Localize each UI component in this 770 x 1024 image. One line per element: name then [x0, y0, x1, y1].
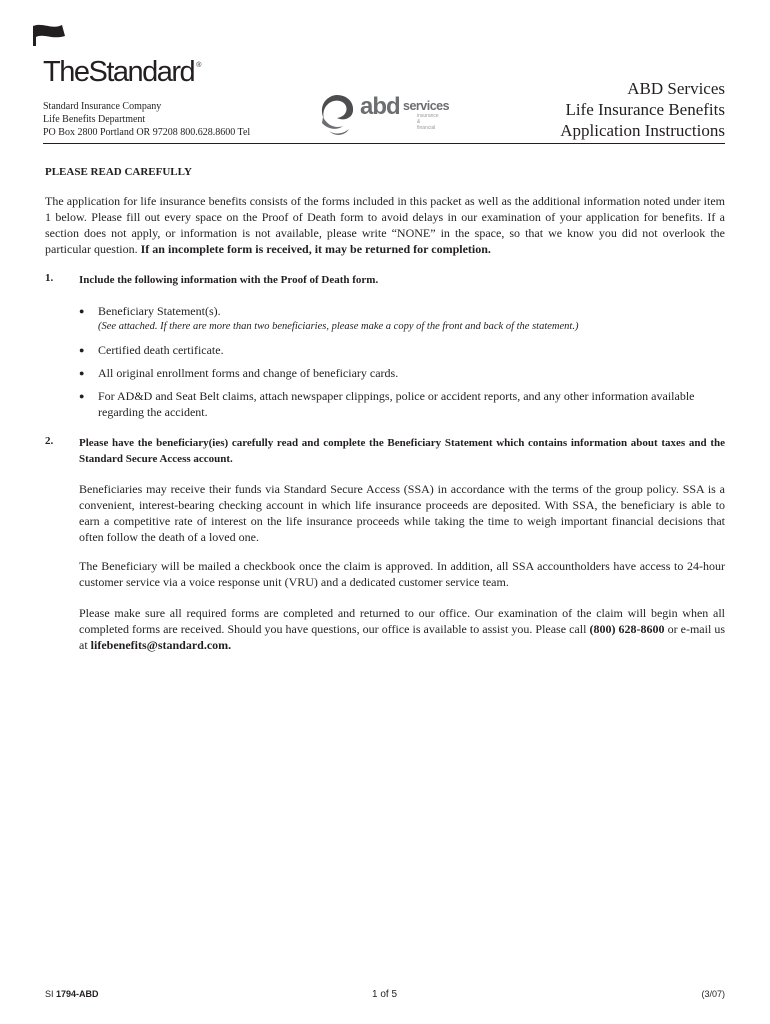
revision-date: (3/07)	[701, 989, 725, 999]
bullet-icon: ●	[79, 368, 85, 378]
flag-icon	[32, 22, 66, 48]
email-link[interactable]: lifebenefits@standard.com.	[90, 638, 232, 652]
the-standard-logo	[43, 56, 202, 88]
abd-swirl-icon	[317, 93, 355, 137]
document-title	[560, 78, 725, 141]
logo-standard: Standard	[88, 56, 195, 88]
checkbook-paragraph: The Beneficiary will be mailed a checkbook once the claim is approved. In addition, all SSA accountholders have access to 24-hour customer service via a voice response unit (VRU) and a dedicated customer service team.	[79, 559, 725, 589]
item-2-number: 2.	[45, 435, 54, 447]
list-item: Certified death certificate.	[98, 343, 224, 357]
bullet-icon: ●	[79, 391, 85, 401]
page-number: 1 of 5	[372, 989, 398, 1000]
abd-tagline: insurance & financial	[417, 113, 439, 131]
intro-paragraph	[45, 193, 725, 257]
bullet-note: (See attached. If there are more than two beneficiaries, please make a copy of the front and back of the statement.)	[98, 321, 579, 332]
title-line-1: ABD Services	[627, 79, 725, 98]
logo-the: The	[43, 56, 89, 88]
ssa-paragraph: Beneficiaries may receive their funds via Standard Secure Access (SSA) in accordance with the terms of the group policy. SSA is a convenient, interest-bearing checking account in which life insurance proceeds are deposited. With SSA, the beneficiary is able to earn a competitive rate of interest on the life insurance proceeds while taking the time to weigh important financial decisions that often follow the death of a loved one.	[79, 482, 725, 544]
bullet-text: Beneficiary Statement(s).	[98, 304, 221, 318]
item-1-number: 1.	[45, 272, 54, 284]
title-line-3: Application Instructions	[560, 121, 725, 140]
abd-services-wordmark: services	[403, 99, 450, 113]
list-item: For AD&D and Seat Belt claims, attach newspaper clippings, police or accident reports, and any other information available regarding the accident.	[98, 389, 695, 419]
list-item	[98, 303, 725, 335]
form-number	[45, 989, 99, 999]
title-line-2: Life Insurance Benefits	[565, 100, 725, 119]
registered-mark: ®	[196, 62, 202, 69]
bullet-icon: ●	[79, 306, 85, 316]
header-divider	[43, 143, 725, 144]
item-2-text: Please have the beneficiary(ies) carefully read and complete the Beneficiary Statement which contains information about taxes and the Standard Secure Access account.	[79, 437, 725, 465]
item-1-text: Include the following information with the Proof of Death form.	[79, 274, 379, 286]
contact-text: Please make sure all required forms are completed and returned to our office. Our examination of the claim will begin when all completed forms are received. Should you have questions, our office is available to assist you. Please call	[79, 606, 725, 636]
company-name: Standard Insurance Company	[43, 101, 162, 112]
form-id: 1794-ABD	[56, 989, 99, 999]
abd-wordmark: abd	[360, 93, 400, 120]
company-address	[43, 100, 250, 139]
intro-text: The application for life insurance benefits consists of the forms included in this packet as well as the additional information noted under item 1 below. Please fill out every space on the Proof of Death form to avoid delays in our examination of your application for benefits. If a section does not apply, or information is not available, please write “NONE” in the space, so that we know you did not overlook the particular question.	[45, 194, 725, 256]
company-contact: PO Box 2800 Portland OR 97208 800.628.8600 Tel	[43, 127, 251, 138]
bullet-icon: ●	[79, 345, 85, 355]
form-prefix: SI	[45, 989, 57, 999]
phone-number: (800) 628-8600	[589, 622, 665, 636]
list-item: All original enrollment forms and change of beneficiary cards.	[98, 366, 399, 380]
section-heading: PLEASE READ CAREFULLY	[45, 166, 192, 178]
intro-warning: If an incomplete form is received, it may be returned for completion.	[140, 242, 491, 256]
department-name: Life Benefits Department	[43, 114, 146, 125]
contact-paragraph	[79, 605, 725, 653]
contact-connector: or e-mail us at	[79, 622, 726, 652]
